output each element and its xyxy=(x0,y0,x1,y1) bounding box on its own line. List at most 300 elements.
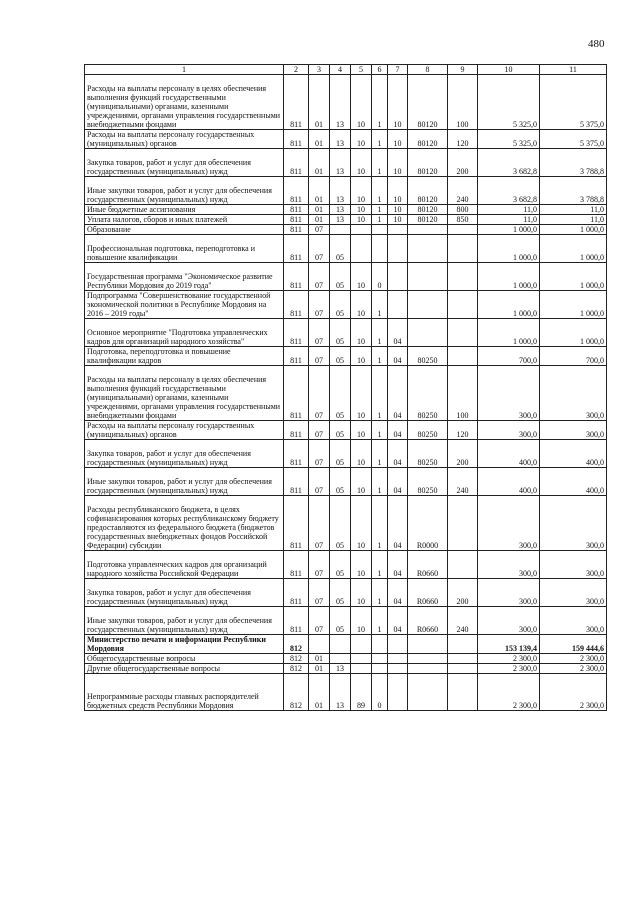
cell-program xyxy=(351,235,372,263)
cell-ministry-code: 811 xyxy=(284,440,309,468)
cell-activity: 04 xyxy=(388,440,408,468)
cell-subprogram: 1 xyxy=(372,347,388,366)
cell-activity: 10 xyxy=(388,130,408,149)
cell-activity xyxy=(388,235,408,263)
header-cell: 7 xyxy=(388,65,408,75)
row-name: Непрограммные расходы главных распорядителей бюджетных средств Республики Мордовия xyxy=(85,674,284,711)
cell-activity xyxy=(388,664,408,674)
cell-subprogram: 1 xyxy=(372,130,388,149)
cell-subsection: 05 xyxy=(330,291,351,319)
cell-section: 07 xyxy=(309,496,330,551)
cell-program: 10 xyxy=(351,205,372,215)
cell-section: 07 xyxy=(309,579,330,607)
cell-subsection: 05 xyxy=(330,607,351,635)
cell-subprogram: 1 xyxy=(372,496,388,551)
cell-expense-type xyxy=(448,319,478,347)
cell-amount-year2: 5 375,0 xyxy=(540,75,607,130)
cell-section: 07 xyxy=(309,607,330,635)
cell-subprogram: 1 xyxy=(372,75,388,130)
cell-expense-type: 200 xyxy=(448,579,478,607)
cell-program: 10 xyxy=(351,291,372,319)
cell-amount-year1: 300,0 xyxy=(478,421,540,440)
cell-direction: 80250 xyxy=(408,468,448,496)
cell-program xyxy=(351,654,372,664)
cell-subsection xyxy=(330,635,351,654)
cell-direction xyxy=(408,635,448,654)
cell-amount-year1: 300,0 xyxy=(478,607,540,635)
cell-direction xyxy=(408,664,448,674)
cell-subsection: 05 xyxy=(330,421,351,440)
cell-amount-year1: 300,0 xyxy=(478,496,540,551)
cell-ministry-code: 811 xyxy=(284,291,309,319)
cell-ministry-code: 811 xyxy=(284,215,309,225)
header-cell: 3 xyxy=(309,65,330,75)
cell-amount-year2: 1 000,0 xyxy=(540,225,607,235)
cell-section: 01 xyxy=(309,674,330,711)
cell-amount-year1: 1 000,0 xyxy=(478,225,540,235)
cell-activity: 10 xyxy=(388,215,408,225)
cell-ministry-code: 812 xyxy=(284,654,309,664)
cell-expense-type xyxy=(448,496,478,551)
cell-expense-type: 120 xyxy=(448,130,478,149)
cell-subsection: 05 xyxy=(330,496,351,551)
cell-amount-year2: 11,0 xyxy=(540,215,607,225)
row-name: Иные закупки товаров, работ и услуг для обеспечения государственных (муниципальных) нужд xyxy=(85,607,284,635)
budget-table xyxy=(84,64,607,711)
cell-activity: 04 xyxy=(388,319,408,347)
cell-amount-year1: 1 000,0 xyxy=(478,235,540,263)
row-name: Расходы на выплаты персоналу в целях обеспечения выполнения функций государственными (муниципальными) органами, казенными учреждениями, органами управления государственными внебюджетными фондами xyxy=(85,75,284,130)
cell-ministry-code: 811 xyxy=(284,263,309,291)
cell-ministry-code: 811 xyxy=(284,579,309,607)
cell-program: 89 xyxy=(351,674,372,711)
cell-program: 10 xyxy=(351,421,372,440)
cell-amount-year1: 5 325,0 xyxy=(478,130,540,149)
cell-direction xyxy=(408,225,448,235)
cell-section: 01 xyxy=(309,215,330,225)
cell-direction: R0660 xyxy=(408,579,448,607)
cell-ministry-code: 811 xyxy=(284,421,309,440)
header-cell: 1 xyxy=(85,65,284,75)
cell-section xyxy=(309,635,330,654)
row-name: Закупка товаров, работ и услуг для обеспечения государственных (муниципальных) нужд xyxy=(85,440,284,468)
cell-subsection: 13 xyxy=(330,149,351,177)
cell-amount-year1: 700,0 xyxy=(478,347,540,366)
cell-ministry-code: 812 xyxy=(284,674,309,711)
cell-direction: 80120 xyxy=(408,205,448,215)
cell-amount-year1: 11,0 xyxy=(478,205,540,215)
cell-amount-year1: 400,0 xyxy=(478,468,540,496)
cell-activity: 10 xyxy=(388,149,408,177)
cell-subsection: 13 xyxy=(330,215,351,225)
cell-subprogram: 1 xyxy=(372,319,388,347)
table-row xyxy=(85,75,607,130)
cell-subprogram xyxy=(372,235,388,263)
cell-ministry-code: 812 xyxy=(284,664,309,674)
table-row xyxy=(85,674,607,711)
header-cell: 11 xyxy=(540,65,607,75)
cell-amount-year1: 300,0 xyxy=(478,551,540,579)
cell-ministry-code: 811 xyxy=(284,225,309,235)
row-name: Подпрограмма "Совершенствование государственной экономической политики в Республике Мордовия на 2016 – 2019 годы" xyxy=(85,291,284,319)
table-row xyxy=(85,177,607,205)
cell-amount-year2: 700,0 xyxy=(540,347,607,366)
table-row xyxy=(85,205,607,215)
cell-expense-type xyxy=(448,225,478,235)
table-row xyxy=(85,496,607,551)
cell-expense-type: 240 xyxy=(448,607,478,635)
cell-program: 10 xyxy=(351,579,372,607)
row-name: Подготовка управленческих кадров для организаций народного хозяйства Российской Федерации xyxy=(85,551,284,579)
cell-expense-type: 240 xyxy=(448,468,478,496)
cell-subsection: 05 xyxy=(330,263,351,291)
cell-direction xyxy=(408,235,448,263)
cell-amount-year2: 300,0 xyxy=(540,579,607,607)
cell-expense-type: 100 xyxy=(448,75,478,130)
cell-activity xyxy=(388,263,408,291)
cell-program: 10 xyxy=(351,75,372,130)
cell-direction: 80250 xyxy=(408,347,448,366)
cell-amount-year1: 3 682,8 xyxy=(478,149,540,177)
cell-expense-type xyxy=(448,347,478,366)
cell-section: 01 xyxy=(309,205,330,215)
cell-program: 10 xyxy=(351,130,372,149)
cell-subsection: 13 xyxy=(330,664,351,674)
cell-subsection: 05 xyxy=(330,347,351,366)
cell-amount-year1: 2 300,0 xyxy=(478,654,540,664)
cell-subprogram: 1 xyxy=(372,421,388,440)
cell-direction xyxy=(408,291,448,319)
cell-amount-year2: 3 788,8 xyxy=(540,177,607,205)
cell-subsection: 13 xyxy=(330,130,351,149)
cell-program: 10 xyxy=(351,263,372,291)
cell-expense-type: 240 xyxy=(448,177,478,205)
cell-direction xyxy=(408,654,448,664)
cell-program: 10 xyxy=(351,440,372,468)
cell-amount-year1: 5 325,0 xyxy=(478,75,540,130)
row-name: Иные закупки товаров, работ и услуг для обеспечения государственных (муниципальных) нужд xyxy=(85,177,284,205)
cell-ministry-code: 811 xyxy=(284,496,309,551)
cell-activity: 04 xyxy=(388,468,408,496)
cell-amount-year2: 159 444,6 xyxy=(540,635,607,654)
cell-direction xyxy=(408,674,448,711)
cell-activity: 04 xyxy=(388,421,408,440)
table-row xyxy=(85,149,607,177)
row-name: Государственная программа "Экономическое развитие Республики Мордовия до 2019 года" xyxy=(85,263,284,291)
header-row xyxy=(85,65,607,75)
cell-program xyxy=(351,635,372,654)
cell-direction: 80250 xyxy=(408,366,448,421)
cell-expense-type xyxy=(448,551,478,579)
cell-program: 10 xyxy=(351,496,372,551)
row-name: Профессиональная подготовка, переподготовка и повышение квалификации xyxy=(85,235,284,263)
cell-expense-type xyxy=(448,235,478,263)
cell-activity: 04 xyxy=(388,347,408,366)
cell-activity xyxy=(388,654,408,664)
table-row xyxy=(85,654,607,664)
header-cell: 10 xyxy=(478,65,540,75)
table-row xyxy=(85,291,607,319)
cell-direction xyxy=(408,319,448,347)
cell-amount-year1: 153 139,4 xyxy=(478,635,540,654)
cell-direction: 80120 xyxy=(408,75,448,130)
cell-amount-year2: 5 375,0 xyxy=(540,130,607,149)
header-cell: 6 xyxy=(372,65,388,75)
cell-section: 01 xyxy=(309,664,330,674)
table-row xyxy=(85,366,607,421)
cell-section: 07 xyxy=(309,235,330,263)
cell-activity xyxy=(388,291,408,319)
cell-amount-year2: 1 000,0 xyxy=(540,319,607,347)
table-row xyxy=(85,440,607,468)
cell-ministry-code: 811 xyxy=(284,149,309,177)
cell-subprogram: 1 xyxy=(372,205,388,215)
header-cell: 9 xyxy=(448,65,478,75)
cell-ministry-code: 811 xyxy=(284,551,309,579)
cell-program: 10 xyxy=(351,347,372,366)
cell-section: 07 xyxy=(309,468,330,496)
cell-amount-year1: 400,0 xyxy=(478,440,540,468)
cell-amount-year2: 2 300,0 xyxy=(540,674,607,711)
cell-subprogram: 1 xyxy=(372,468,388,496)
table-row xyxy=(85,347,607,366)
cell-subprogram: 1 xyxy=(372,291,388,319)
cell-expense-type xyxy=(448,263,478,291)
cell-subsection: 05 xyxy=(330,235,351,263)
cell-ministry-code: 811 xyxy=(284,177,309,205)
cell-subsection: 13 xyxy=(330,205,351,215)
cell-subsection: 13 xyxy=(330,674,351,711)
cell-subsection xyxy=(330,654,351,664)
cell-amount-year1: 11,0 xyxy=(478,215,540,225)
cell-amount-year1: 300,0 xyxy=(478,366,540,421)
cell-section: 07 xyxy=(309,263,330,291)
row-name: Подготовка, переподготовка и повышение квалификации кадров xyxy=(85,347,284,366)
cell-direction xyxy=(408,263,448,291)
cell-amount-year2: 300,0 xyxy=(540,551,607,579)
header-cell: 2 xyxy=(284,65,309,75)
cell-ministry-code: 811 xyxy=(284,366,309,421)
table-row xyxy=(85,635,607,654)
row-name: Основное мероприятие "Подготовка управленческих кадров для организаций народного хозяйства" xyxy=(85,319,284,347)
cell-section: 07 xyxy=(309,347,330,366)
cell-subprogram: 1 xyxy=(372,607,388,635)
cell-subsection: 05 xyxy=(330,468,351,496)
cell-amount-year1: 3 682,8 xyxy=(478,177,540,205)
cell-subprogram xyxy=(372,225,388,235)
cell-program: 10 xyxy=(351,177,372,205)
cell-subsection: 05 xyxy=(330,319,351,347)
cell-subprogram xyxy=(372,664,388,674)
cell-activity: 10 xyxy=(388,75,408,130)
cell-subprogram: 1 xyxy=(372,579,388,607)
cell-amount-year2: 11,0 xyxy=(540,205,607,215)
cell-ministry-code: 811 xyxy=(284,319,309,347)
cell-subsection: 05 xyxy=(330,579,351,607)
cell-subsection: 05 xyxy=(330,551,351,579)
cell-expense-type: 100 xyxy=(448,366,478,421)
cell-program: 10 xyxy=(351,551,372,579)
page-number: 480 xyxy=(588,38,605,50)
row-name: Образование xyxy=(85,225,284,235)
cell-section: 07 xyxy=(309,319,330,347)
cell-amount-year1: 1 000,0 xyxy=(478,319,540,347)
cell-subprogram: 1 xyxy=(372,215,388,225)
cell-direction: 80120 xyxy=(408,149,448,177)
cell-subprogram: 0 xyxy=(372,263,388,291)
table-row xyxy=(85,235,607,263)
row-name: Закупка товаров, работ и услуг для обеспечения государственных (муниципальных) нужд xyxy=(85,149,284,177)
row-name: Расходы на выплаты персоналу государственных (муниципальных) органов xyxy=(85,421,284,440)
cell-direction: 80120 xyxy=(408,215,448,225)
cell-amount-year1: 1 000,0 xyxy=(478,263,540,291)
cell-amount-year1: 2 300,0 xyxy=(478,674,540,711)
cell-amount-year1: 300,0 xyxy=(478,579,540,607)
cell-activity: 04 xyxy=(388,551,408,579)
cell-ministry-code: 811 xyxy=(284,130,309,149)
cell-subprogram: 1 xyxy=(372,149,388,177)
cell-ministry-code: 812 xyxy=(284,635,309,654)
cell-section: 07 xyxy=(309,366,330,421)
cell-direction: R0000 xyxy=(408,496,448,551)
cell-direction: 80250 xyxy=(408,421,448,440)
cell-direction: 80120 xyxy=(408,130,448,149)
row-name: Уплата налогов, сборов и иных платежей xyxy=(85,215,284,225)
cell-amount-year2: 300,0 xyxy=(540,496,607,551)
cell-expense-type xyxy=(448,654,478,664)
cell-activity xyxy=(388,225,408,235)
cell-section: 01 xyxy=(309,130,330,149)
cell-activity: 10 xyxy=(388,177,408,205)
cell-amount-year2: 400,0 xyxy=(540,468,607,496)
table-row xyxy=(85,225,607,235)
table-row xyxy=(85,607,607,635)
cell-amount-year2: 1 000,0 xyxy=(540,291,607,319)
cell-subsection: 05 xyxy=(330,440,351,468)
header-cell: 4 xyxy=(330,65,351,75)
cell-subprogram: 1 xyxy=(372,366,388,421)
cell-direction: R0660 xyxy=(408,607,448,635)
cell-expense-type xyxy=(448,291,478,319)
cell-activity xyxy=(388,674,408,711)
table-row xyxy=(85,664,607,674)
table-row xyxy=(85,421,607,440)
row-name: Общегосударственные вопросы xyxy=(85,654,284,664)
cell-activity xyxy=(388,635,408,654)
cell-expense-type: 200 xyxy=(448,149,478,177)
row-name: Расходы республиканского бюджета, в целях софинансирования которых республиканскому бюджету предоставляются из федерального бюджета (бюджетов государственных внебюджетных фондов Российской Федерации) субсидии xyxy=(85,496,284,551)
table-row xyxy=(85,468,607,496)
row-name: Другие общегосударственные вопросы xyxy=(85,664,284,674)
cell-amount-year2: 300,0 xyxy=(540,366,607,421)
cell-expense-type xyxy=(448,664,478,674)
cell-section: 07 xyxy=(309,225,330,235)
table-row xyxy=(85,319,607,347)
cell-section: 07 xyxy=(309,421,330,440)
cell-expense-type: 800 xyxy=(448,205,478,215)
cell-subprogram: 1 xyxy=(372,177,388,205)
cell-amount-year1: 2 300,0 xyxy=(478,664,540,674)
cell-direction: 80250 xyxy=(408,440,448,468)
cell-program: 10 xyxy=(351,468,372,496)
cell-section: 07 xyxy=(309,551,330,579)
cell-section: 01 xyxy=(309,654,330,664)
cell-ministry-code: 811 xyxy=(284,205,309,215)
cell-program xyxy=(351,664,372,674)
row-name: Иные закупки товаров, работ и услуг для обеспечения государственных (муниципальных) нужд xyxy=(85,468,284,496)
cell-expense-type: 850 xyxy=(448,215,478,225)
cell-ministry-code: 811 xyxy=(284,607,309,635)
table-row xyxy=(85,579,607,607)
row-name: Министерство печати и информации Республики Мордовия xyxy=(85,635,284,654)
cell-subprogram: 1 xyxy=(372,551,388,579)
cell-program: 10 xyxy=(351,366,372,421)
header-cell: 5 xyxy=(351,65,372,75)
cell-amount-year2: 400,0 xyxy=(540,440,607,468)
cell-subprogram xyxy=(372,635,388,654)
cell-expense-type xyxy=(448,635,478,654)
row-name: Закупка товаров, работ и услуг для обеспечения государственных (муниципальных) нужд xyxy=(85,579,284,607)
cell-ministry-code: 811 xyxy=(284,235,309,263)
cell-section: 07 xyxy=(309,291,330,319)
cell-section: 01 xyxy=(309,177,330,205)
cell-expense-type xyxy=(448,674,478,711)
row-name: Иные бюджетные ассигнования xyxy=(85,205,284,215)
cell-subsection: 13 xyxy=(330,177,351,205)
cell-program xyxy=(351,225,372,235)
cell-program: 10 xyxy=(351,319,372,347)
cell-direction: R0660 xyxy=(408,551,448,579)
cell-section: 01 xyxy=(309,75,330,130)
row-name: Расходы на выплаты персоналу в целях обеспечения выполнения функций государственными (муниципальными) органами, казенными учреждениями, органами управления государственными внебюджетными фондами xyxy=(85,366,284,421)
cell-ministry-code: 811 xyxy=(284,347,309,366)
cell-activity: 10 xyxy=(388,205,408,215)
cell-amount-year2: 3 788,8 xyxy=(540,149,607,177)
cell-amount-year2: 300,0 xyxy=(540,607,607,635)
cell-subsection: 13 xyxy=(330,75,351,130)
cell-amount-year2: 2 300,0 xyxy=(540,664,607,674)
cell-subprogram xyxy=(372,654,388,664)
cell-amount-year2: 2 300,0 xyxy=(540,654,607,664)
cell-ministry-code: 811 xyxy=(284,468,309,496)
cell-activity: 04 xyxy=(388,496,408,551)
cell-subsection: 05 xyxy=(330,366,351,421)
cell-activity: 04 xyxy=(388,579,408,607)
cell-amount-year2: 1 000,0 xyxy=(540,263,607,291)
cell-amount-year1: 1 000,0 xyxy=(478,291,540,319)
table-row xyxy=(85,263,607,291)
cell-subsection xyxy=(330,225,351,235)
cell-direction: 80120 xyxy=(408,177,448,205)
cell-ministry-code: 811 xyxy=(284,75,309,130)
cell-program: 10 xyxy=(351,607,372,635)
cell-activity: 04 xyxy=(388,607,408,635)
cell-amount-year2: 300,0 xyxy=(540,421,607,440)
cell-activity: 04 xyxy=(388,366,408,421)
table-row xyxy=(85,551,607,579)
cell-section: 07 xyxy=(309,440,330,468)
cell-expense-type: 120 xyxy=(448,421,478,440)
table-row xyxy=(85,215,607,225)
cell-expense-type: 200 xyxy=(448,440,478,468)
cell-program: 10 xyxy=(351,149,372,177)
cell-program: 10 xyxy=(351,215,372,225)
cell-subprogram: 0 xyxy=(372,674,388,711)
cell-subprogram: 1 xyxy=(372,440,388,468)
table-row xyxy=(85,130,607,149)
cell-amount-year2: 1 000,0 xyxy=(540,235,607,263)
row-name: Расходы на выплаты персоналу государственных (муниципальных) органов xyxy=(85,130,284,149)
